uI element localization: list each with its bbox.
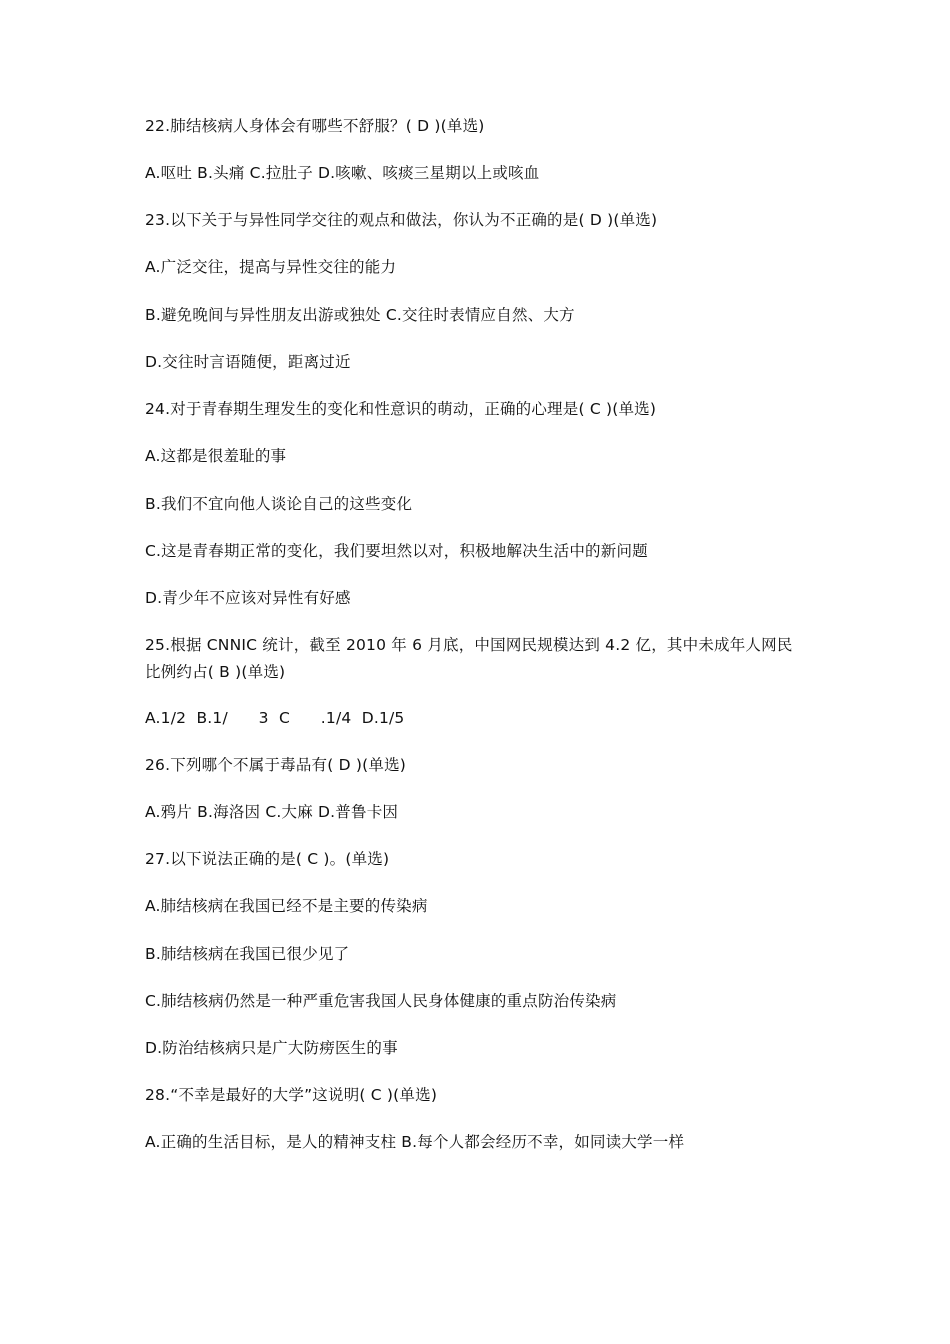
question-28: 28.“不幸是最好的大学”这说明( C )(单选) (145, 1086, 438, 1104)
question-28-options: A.正确的生活目标，是人的精神支柱 B.每个人都会经历不幸，如同读大学一样 (145, 1133, 685, 1151)
question-24-option-d: D.青少年不应该对异性有好感 (145, 589, 351, 607)
question-24-option-a: A.这都是很羞耻的事 (145, 447, 287, 465)
question-22-options: A.呕吐 B.头痛 C.拉肚子 D.咳嗽、咳痰三星期以上或咳血 (145, 164, 540, 182)
question-27-option-a: A.肺结核病在我国已经不是主要的传染病 (145, 897, 428, 915)
question-25-options: A.1/2 B.1/ 3 C .1/4 D.1/5 (145, 709, 405, 727)
question-25: 25.根据 CNNIC 统计，截至 2010 年 6 月底，中国网民规模达到 4.2 亿，其中未成年人网民 (145, 636, 793, 654)
question-25-continued: 比例约占( B )(单选) (145, 663, 286, 681)
question-24-option-b: B.我们不宜向他人谈论自己的这些变化 (145, 495, 413, 513)
question-26-options: A.鸦片 B.海洛因 C.大麻 D.普鲁卡因 (145, 803, 399, 821)
question-22: 22.肺结核病人身体会有哪些不舒服？( D )(单选) (145, 117, 485, 135)
question-24: 24.对于青春期生理发生的变化和性意识的萌动，正确的心理是( C )(单选) (145, 400, 657, 418)
question-23-option-a: A.广泛交往，提高与异性交往的能力 (145, 258, 397, 276)
question-27-option-c: C.肺结核病仍然是一种严重危害我国人民身体健康的重点防治传染病 (145, 992, 617, 1010)
question-26: 26.下列哪个不属于毒品有( D )(单选) (145, 756, 407, 774)
question-23-option-d: D.交往时言语随便，距离过近 (145, 353, 351, 371)
question-27-option-b: B.肺结核病在我国已很少见了 (145, 945, 350, 963)
question-27-option-d: D.防治结核病只是广大防痨医生的事 (145, 1039, 398, 1057)
question-23: 23.以下关于与异性同学交往的观点和做法，你认为不正确的是( D )(单选) (145, 211, 658, 229)
question-23-option-bc: B.避免晚间与异性朋友出游或独处 C.交往时表情应自然、大方 (145, 306, 575, 324)
question-27: 27.以下说法正确的是( C )。(单选) (145, 850, 390, 868)
question-24-option-c: C.这是青春期正常的变化，我们要坦然以对，积极地解决生活中的新问题 (145, 542, 648, 560)
